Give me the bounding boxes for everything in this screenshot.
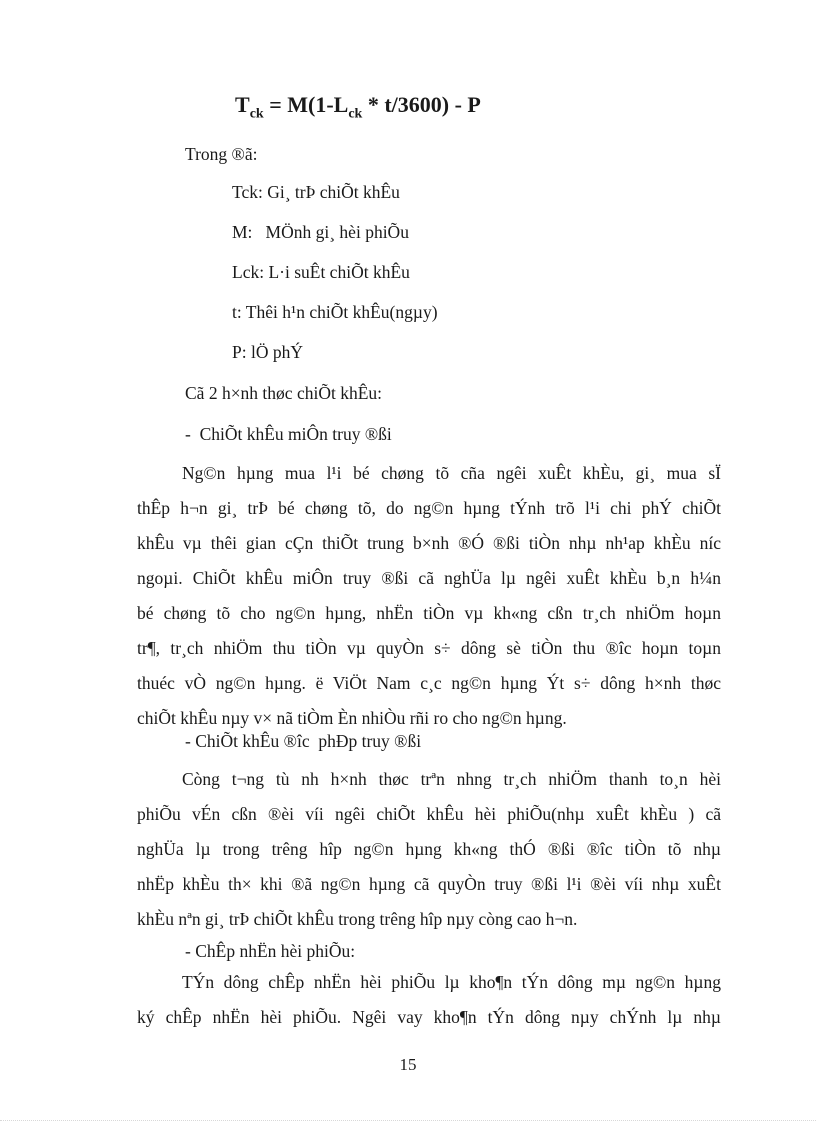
paragraph-no-recourse bbox=[137, 461, 721, 741]
definition-t: t: Thêi h¹n chiÕt khÊu(ngµy) bbox=[232, 302, 438, 322]
paragraph-line: bé chøng tõ cho ng©n hµng, nhËn tiÒn vµ kh«ng cßn tr¸ch nhiÖm hoµn bbox=[137, 603, 721, 623]
paragraph-line: khÈu nªn gi¸ trÞ chiÕt khÊu trong trêng hîp nµy còng cao h¬n. bbox=[137, 909, 578, 929]
paragraph-line: tr¶, tr¸ch nhiÖm thu tiÒn vµ quyÒn s÷ dông sè tiÒn thu ®îc hoµn toµn bbox=[137, 638, 721, 658]
paragraph-line: thuéc vÒ ng©n hµng. ë ViÖt Nam c¸c ng©n hµng Ýt s÷ dông h×nh thøc bbox=[137, 673, 721, 693]
paragraph-acceptance bbox=[137, 970, 721, 1040]
paragraph-line: TÝn dông chÊp nhËn hèi phiÕu lµ kho¶n tÝn dông mµ ng©n hµng bbox=[182, 972, 721, 992]
formula-lhs: T bbox=[235, 92, 250, 117]
paragraph-line: nhËp khÈu th× khi ®ã ng©n hµng cã quyÒn truy ®ßi l¹i ®èi víi nhµ xuÊt bbox=[137, 874, 721, 894]
definition-tck: Tck: Gi¸ trÞ chiÕt khÊu bbox=[232, 182, 400, 202]
paragraph-line: khÊu vµ thêi gian cÇn thiÕt trung b×nh ®Ó ®ßi tiÒn nhµ nh¹ap khÈu níc bbox=[137, 533, 721, 553]
forms-heading: Cã 2 h×nh thøc chiÕt khÊu: bbox=[185, 383, 382, 403]
definition-m: M: MÖnh gi¸ hèi phiÕu bbox=[232, 222, 409, 242]
paragraph-line: thÊp h¬n gi¸ trÞ bé chøng tõ, do ng©n hµng tÝnh trõ l¹i chi phÝ chiÕt bbox=[137, 498, 721, 518]
paragraph-line: chiÕt khÊu nµy v× nã tiÒm Èn nhiÒu rñi ro cho ng©n hµng. bbox=[137, 708, 567, 728]
definition-lck: Lck: L·i suÊt chiÕt khÊu bbox=[232, 262, 410, 282]
page-bottom-rule bbox=[0, 1120, 816, 1121]
paragraph-line: ký chÊp nhËn hèi phiÕu. Ngêi vay kho¶n tÝn dông nµy chÝnh lµ nhµ bbox=[137, 1007, 721, 1027]
discount-formula bbox=[235, 92, 481, 122]
formula-rest: * t/3600) - P bbox=[362, 92, 481, 117]
bullet-with-recourse: - ChiÕt khÊu ®îc phÐp truy ®ßi bbox=[185, 731, 422, 751]
paragraph-line: Ng©n hµng mua l¹i bé chøng tõ cña ngêi xuÊt khÈu, gi¸ mua sÏ bbox=[182, 463, 721, 483]
bullet-acceptance: - ChÊp nhËn hèi phiÕu: bbox=[185, 941, 356, 961]
formula-equals: = bbox=[263, 92, 288, 117]
paragraph-line: Còng t¬ng tù nh h×nh thøc trªn nhng tr¸ch nhiÖm thanh to¸n hèi bbox=[182, 769, 721, 789]
formula-lhs-subscript: ck bbox=[249, 106, 264, 122]
page-number: 15 bbox=[399, 1055, 417, 1074]
intro-text: Trong ®ã: bbox=[185, 144, 258, 164]
definition-p: P: lÖ phÝ bbox=[232, 342, 303, 362]
paragraph-line: ngoµi. ChiÕt khÊu miÔn truy ®ßi cã nghÜa lµ ngêi xuÊt khÈu b¸n h¼n bbox=[137, 568, 721, 588]
formula-l-subscript: ck bbox=[348, 106, 363, 122]
formula-m-part: M(1-L bbox=[287, 92, 349, 117]
paragraph-line: nghÜa lµ trong trêng hîp ng©n hµng kh«ng thÓ ®ßi ®îc tiÒn tõ nhµ bbox=[137, 839, 721, 859]
bullet-no-recourse: - ChiÕt khÊu miÔn truy ®ßi bbox=[185, 424, 392, 444]
paragraph-line: phiÕu vÉn cßn ®èi víi ngêi chiÕt khÊu hèi phiÕu(nhµ xuÊt khÈu ) cã bbox=[137, 804, 721, 824]
paragraph-with-recourse bbox=[137, 767, 721, 942]
